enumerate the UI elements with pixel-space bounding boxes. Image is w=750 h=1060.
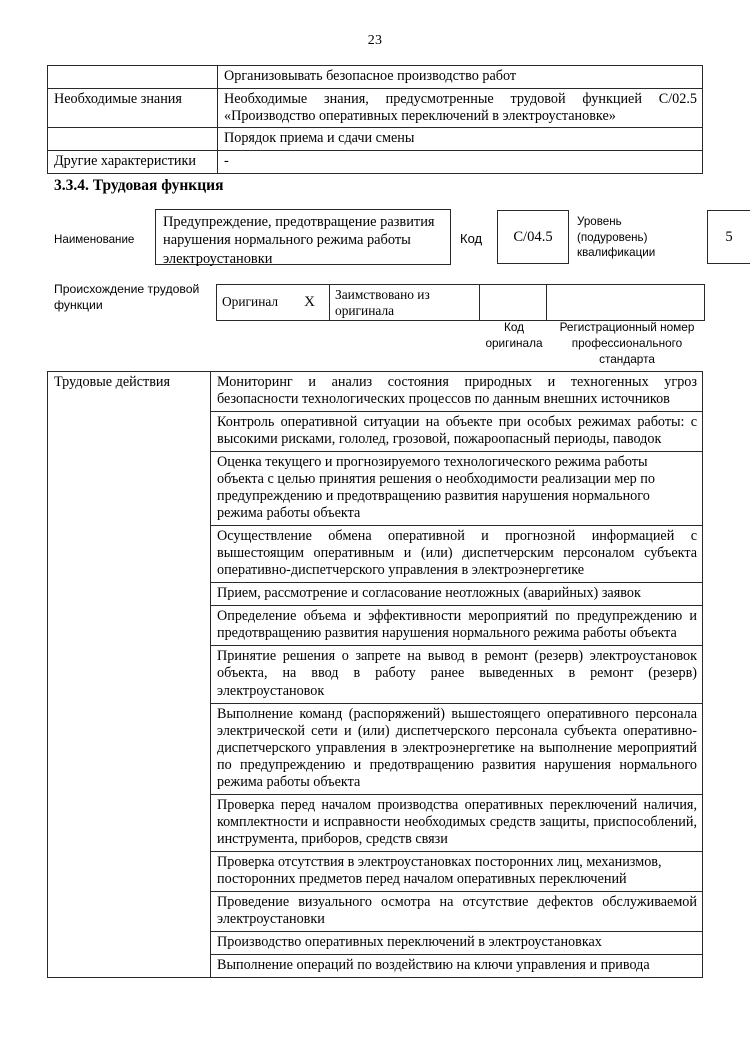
function-name-value: Предупреждение, предотвращение развития нарушения нормального режима работы электроустановки: [155, 209, 451, 265]
origin-registration-caption: Регистрационный номер профессионального стандарта: [559, 320, 695, 366]
origin-original-label: Оригинал: [222, 293, 279, 309]
row-content: Проверка перед началом производства оперативных переключений наличия, комплектности и исправности необходимых средств защиты, приспособлений, инструмента, приборов, средств связи: [211, 794, 703, 851]
row-content: Выполнение операций по воздействию на ключи управления и привода: [211, 954, 703, 977]
origin-registration-value: [547, 285, 705, 321]
section-heading: 3.3.4. Трудовая функция: [54, 177, 224, 194]
table-row: [48, 128, 703, 151]
row-label: Необходимые знания: [48, 88, 218, 128]
row-content: Определение объема и эффективности мероприятий по предупреждению и предотвращению развития нарушения нормального режима работы объекта: [211, 606, 703, 646]
labor-actions-table: [47, 371, 703, 978]
table-row: [48, 66, 703, 89]
table-row: [48, 151, 703, 174]
qualification-level-label: Уровень (подуровень) квалификации: [577, 215, 656, 260]
row-content: Порядок приема и сдачи смены: [218, 128, 703, 151]
row-content: Организовывать безопасное производство работ: [218, 66, 703, 89]
row-content: Прием, рассмотрение и согласование неотложных (аварийных) заявок: [211, 583, 703, 606]
function-name-label: Наименование: [54, 233, 135, 246]
table-row: [217, 285, 705, 321]
origin-code-caption: Код оригинала: [485, 320, 543, 350]
row-content: Необходимые знания, предусмотренные трудовой функцией С/02.5 «Производство оперативных переключений в электроустановке»: [218, 88, 703, 128]
required-knowledge-table-container: [47, 65, 703, 174]
function-code-value: С/04.5: [497, 210, 569, 264]
row-content: Производство оперативных переключений в электроустановках: [211, 931, 703, 954]
row-content: -: [218, 151, 703, 174]
page-number: 23: [367, 33, 383, 48]
function-name-block: [47, 209, 733, 271]
row-content: Выполнение команд (распоряжений) вышестоящего оперативного персонала электрической сети и (или) диспетчерского персонала субъекта оперативно-диспетчерского управления в электроэнергетике на выполнение мероприятий по предупреждению и предотвращению развития нарушения нормального режима работы объекта: [211, 703, 703, 794]
row-content: Контроль оперативной ситуации на объекте при особых режимах работы: с высокими рисками, гололед, грозовой, пожароопасный периоды, паводок: [211, 412, 703, 452]
labor-actions-body: [48, 372, 703, 978]
required-knowledge-table: [47, 65, 703, 174]
function-code-label: Код: [460, 231, 483, 246]
qualification-level-value: 5: [707, 210, 750, 264]
row-content: Осуществление обмена оперативной и прогнозной информацией с вышестоящим оперативным и (или) диспетчерским персоналом субъекта оперативно-диспетчерского управления в электроэнергетике: [211, 526, 703, 583]
row-content: Принятие решения о запрете на вывод в ремонт (резерв) электроустановок объекта, на ввод в работу ранее выведенных в ремонт (резерв) электроустановок: [211, 646, 703, 703]
function-origin-table: [216, 284, 705, 321]
labor-actions-label: Трудовые действия: [48, 372, 211, 978]
row-content: Мониторинг и анализ состояния природных и техногенных угроз безопасности технологических процессов по данным внешних источников: [211, 372, 703, 412]
function-origin-label: Происхождение трудовой функции: [54, 282, 200, 312]
origin-original-mark: X: [304, 293, 315, 310]
row-content: Проведение визуального осмотра на отсутствие дефектов обслуживаемой электроустановки: [211, 891, 703, 931]
function-origin-captions: [216, 320, 706, 376]
row-content: Оценка текущего и прогнозируемого технологического режима работы объекта с целью принятия решения о необходимости реализации мер по предупреждению и предотвращению развития нарушения нормального режима работы объекта: [211, 452, 703, 526]
origin-borrowed-label: Заимствовано из оригинала: [330, 285, 480, 321]
row-label: [48, 66, 218, 89]
table-row: [48, 88, 703, 128]
row-content: Проверка отсутствия в электроустановках посторонних лиц, механизмов, посторонних предметов перед началом оперативных переключений: [211, 851, 703, 891]
row-label: Другие характеристики: [48, 151, 218, 174]
origin-code-value: [480, 285, 547, 321]
required-knowledge-body: [48, 66, 703, 174]
origin-original-cell: [217, 285, 330, 321]
table-row: [48, 372, 703, 412]
row-label: [48, 128, 218, 151]
labor-actions-table-container: [47, 371, 703, 978]
